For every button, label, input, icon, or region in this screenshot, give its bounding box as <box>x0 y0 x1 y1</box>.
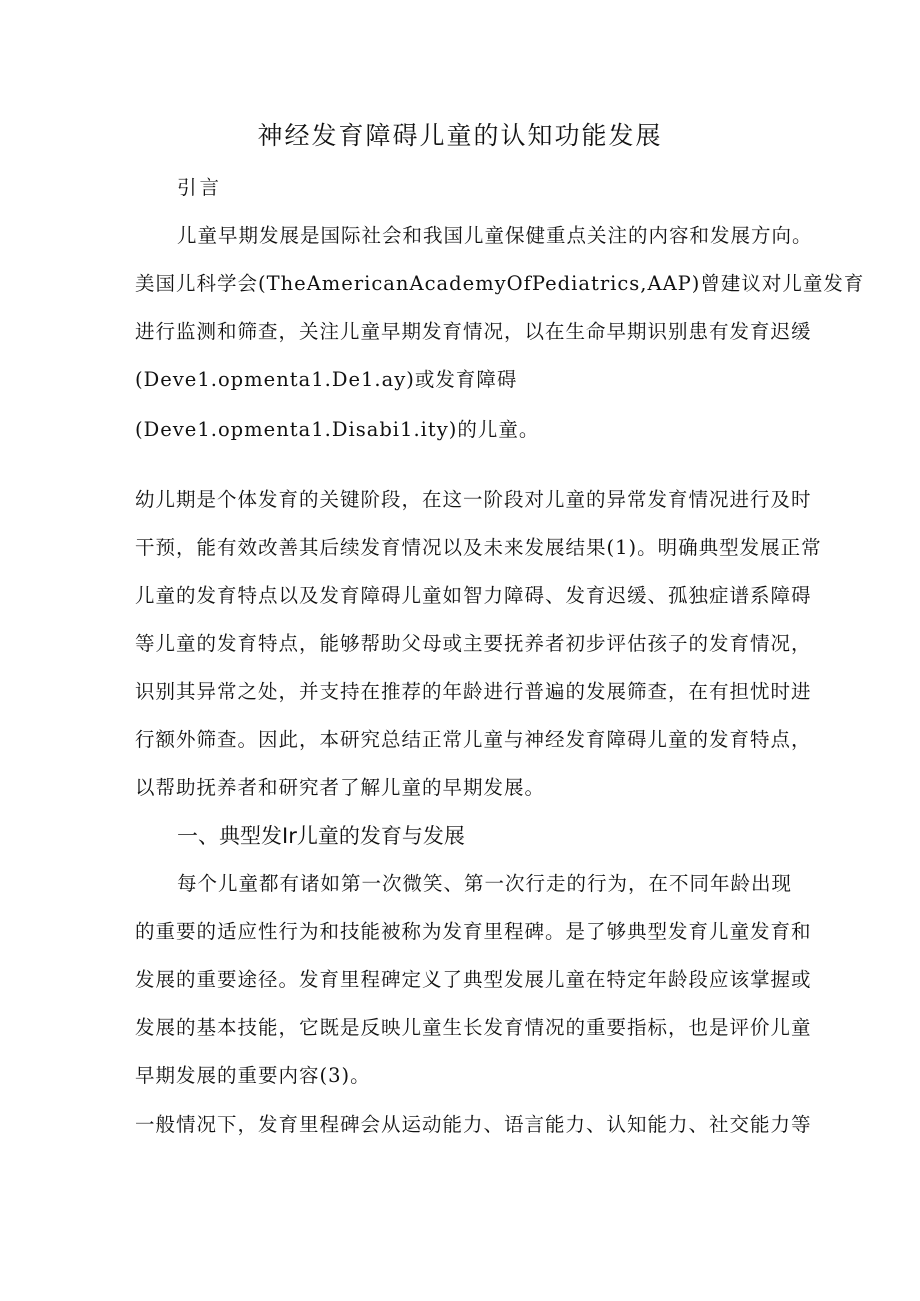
intro-label: 引言 <box>177 176 223 199</box>
paragraph-general <box>135 1101 812 1149</box>
text-line: 每个儿童都有诸如第一次微笑、第一次行走的行为，在不同年龄出现 <box>177 872 793 895</box>
text-line: 发展的基本技能，它既是反映儿童生长发育情况的重要指标，也是评价儿童 <box>135 1016 812 1039</box>
text-line: (Deve1.opmenta1.Disabi1.ity)的儿童。 <box>135 418 540 441</box>
text-line: 美国儿科学会(TheAmericanAcademyOfPediatrics,AAP)曾建议对儿童发育 <box>135 272 865 295</box>
section-heading: 一、典型发Ir儿童的发育与发展 <box>177 824 465 848</box>
paragraph-intro <box>135 212 865 404</box>
text-line: 进行监测和筛查，关注儿童早期发育情况，以在生命早期识别患有发育迟缓 <box>135 320 812 343</box>
document-title: 神经发育障碍儿童的认知功能发展 <box>257 121 663 150</box>
paragraph-intro-continued <box>135 406 787 454</box>
text-line: (Deve1.opmenta1.De1.ay)或发育障碍 <box>135 368 518 391</box>
paragraph-milestones <box>135 860 812 1100</box>
text-line: 一般情况下，发育里程碑会从运动能力、语言能力、认知能力、社交能力等 <box>135 1113 812 1136</box>
text-line: 等儿童的发育特点，能够帮助父母或主要抚养者初步评估孩子的发育情况， <box>135 632 812 655</box>
text-line: 儿童的发育特点以及发育障碍儿童如智力障碍、发育迟缓、孤独症谱系障碍 <box>135 584 812 607</box>
text-line: 儿童早期发展是国际社会和我国儿童保健重点关注的内容和发展方向。 <box>177 224 813 247</box>
text-line: 早期发展的重要内容(3)。 <box>135 1064 371 1087</box>
text-line: 幼儿期是个体发育的关键阶段，在这一阶段对儿童的异常发育情况进行及时 <box>135 488 812 511</box>
text-line: 发展的重要途径。发育里程碑定义了典型发展儿童在特定年龄段应该掌握或 <box>135 968 812 991</box>
paragraph-early-childhood <box>135 476 822 812</box>
text-line: 以帮助抚养者和研究者了解儿童的早期发展。 <box>135 776 546 799</box>
text-line: 的重要的适应性行为和技能被称为发育里程碑。是了够典型发育儿童发育和 <box>135 920 812 943</box>
text-line: 干预，能有效改善其后续发育情况以及未来发展结果(1)。明确典型发展正常 <box>135 536 822 559</box>
text-line: 识别其异常之处，并支持在推荐的年龄进行普遍的发展筛查，在有担忧时进 <box>135 680 812 703</box>
text-line: 行额外筛查。因此，本研究总结正常儿童与神经发育障碍儿童的发育特点， <box>135 728 812 751</box>
